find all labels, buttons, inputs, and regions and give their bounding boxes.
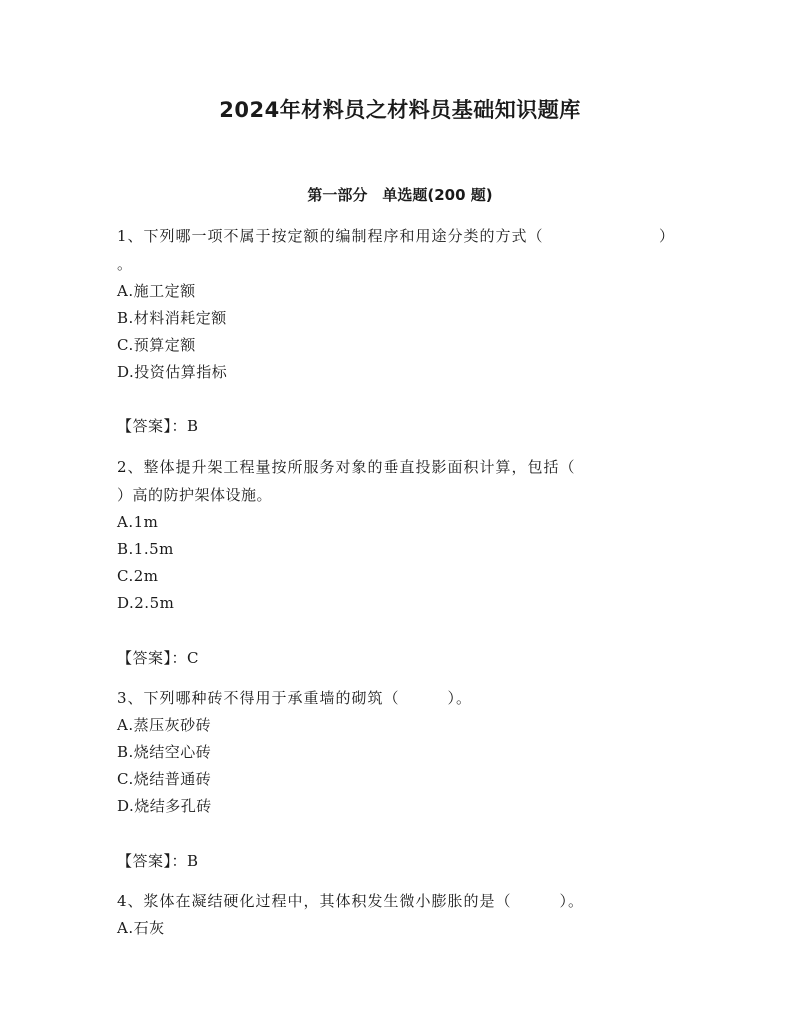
answer-value: C xyxy=(187,649,199,667)
question-3-option-a: A.蒸压灰砂砖 xyxy=(117,716,212,734)
question-1-option-d: D.投资估算指标 xyxy=(117,363,228,381)
question-3-stem-line-1: 3、下列哪种砖不得用于承重墙的砌筑（ ）。 xyxy=(117,689,473,707)
question-2-stem-line-1: 2、整体提升架工程量按所服务对象的垂直投影面积计算，包括（ xyxy=(117,458,576,476)
section-title: 第一部分 单选题(200 题) xyxy=(307,186,493,204)
question-4-option-a: A.石灰 xyxy=(117,919,165,937)
question-1-stem-close: ） xyxy=(659,227,675,245)
question-4-stem-line-1: 4、浆体在凝结硬化过程中，其体积发生微小膨胀的是（ ）。 xyxy=(117,892,585,910)
answer-value: B xyxy=(187,417,199,435)
question-2-option-c: C.2m xyxy=(117,567,159,585)
question-3-option-d: D.烧结多孔砖 xyxy=(117,797,212,815)
question-2-option-d: D.2.5m xyxy=(117,594,175,612)
question-2-option-b: B.1.5m xyxy=(117,540,174,558)
answer-label: 【答案】： xyxy=(117,852,188,870)
question-2-answer xyxy=(117,648,199,668)
question-1-stem-line-1: 1、下列哪一项不属于按定额的编制程序和用途分类的方式（ xyxy=(117,227,544,245)
question-1-answer xyxy=(117,416,199,436)
question-2-stem-line-2: ）高的防护架体设施。 xyxy=(117,486,273,504)
question-1-option-c: C.预算定额 xyxy=(117,336,196,354)
answer-value: B xyxy=(187,852,199,870)
question-3-option-b: B.烧结空心砖 xyxy=(117,743,212,761)
question-2-option-a: A.1m xyxy=(117,513,159,531)
question-3-option-c: C.烧结普通砖 xyxy=(117,770,212,788)
question-1-option-a: A.施工定额 xyxy=(117,282,196,300)
page-title: 2024年材料员之材料员基础知识题库 xyxy=(219,98,581,122)
question-1-option-b: B.材料消耗定额 xyxy=(117,309,227,327)
question-3-answer xyxy=(117,851,199,871)
answer-label: 【答案】： xyxy=(117,417,188,435)
answer-label: 【答案】： xyxy=(117,649,188,667)
question-1-stem-line-2: 。 xyxy=(117,255,133,273)
